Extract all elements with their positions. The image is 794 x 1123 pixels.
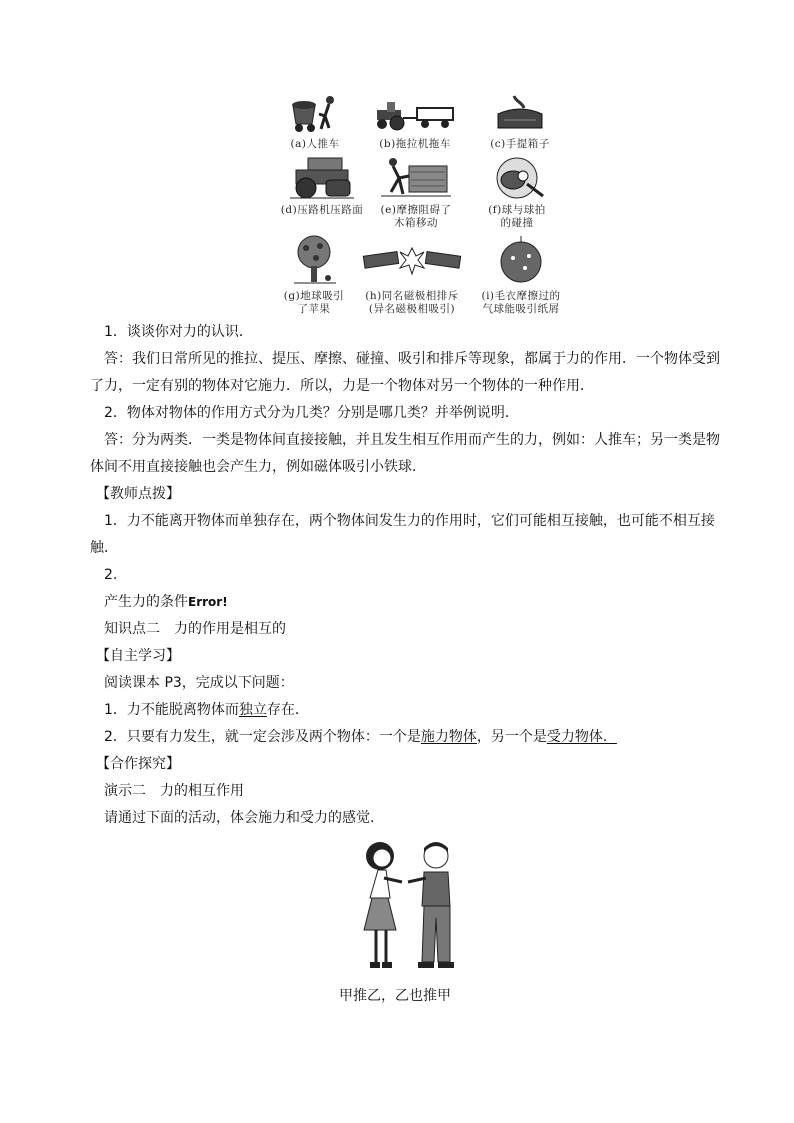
figure-caption: (d)压路机压路面: [280, 204, 364, 216]
hand-lifting-box-icon: [490, 92, 550, 134]
person-pushing-cart-icon: [285, 92, 345, 134]
force-condition-line: [104, 592, 228, 612]
self-study-item-1-text: 1．力不能脱离物体而: [104, 702, 239, 718]
error-marker: Error!: [188, 595, 228, 609]
figure-caption: (f)球与球拍 的碰撞: [488, 204, 546, 229]
figure-caption: (a)人推车: [290, 138, 340, 150]
children-pushing-illustration: [350, 838, 470, 978]
figure-a: [280, 92, 350, 151]
reading-instruction: 阅读课本 P3，完成以下问题：: [104, 675, 294, 691]
girl-figure: [364, 842, 402, 968]
boy-figure: [408, 842, 454, 968]
answer-1-line-2: 了力，一定有别的物体对它施力．所以，力是一个物体对另一个物体的一种作用．: [90, 378, 594, 394]
teacher-tips-heading: 【教师点拨】: [96, 486, 180, 502]
figure-caption: (g)地球吸引 了苹果: [283, 290, 345, 315]
road-roller-icon: [290, 154, 354, 200]
figure-h: [352, 234, 472, 316]
force-examples-figure: [272, 92, 562, 314]
cooperative-inquiry-heading: 【合作探究】: [96, 756, 180, 772]
answer-blank-force-exerter: 施力物体: [420, 729, 477, 745]
question-2: 2．物体对物体的作用方式分为几类？分别是哪几类？并举例说明．: [104, 405, 519, 421]
figure-f: [472, 154, 562, 230]
tip-2-number: 2.: [104, 567, 118, 583]
figure-caption: (e)摩擦阻碍了 木箱移动: [380, 204, 452, 229]
self-study-item-2: [104, 727, 617, 747]
figure-caption: (h)同名磁极相排斥 (异名磁极相吸引): [365, 290, 459, 315]
figure-i: [478, 234, 564, 316]
question-1: 1．谈谈你对力的认识．: [104, 324, 253, 340]
force-condition-label: 产生力的条件: [104, 594, 188, 610]
apple-tree-icon: [288, 234, 340, 286]
self-study-item-2-mid: ，另一个是: [476, 729, 547, 745]
figure-d: [272, 154, 372, 217]
demo-2-title: 演示二 力的相互作用: [104, 783, 244, 799]
answer-blank-independent: 独立: [238, 702, 267, 718]
self-study-item-1: [104, 700, 309, 720]
figure-caption: (i)毛衣摩擦过的 气球能吸引纸屑: [481, 290, 561, 315]
tractor-towing-trailer-icon: [373, 92, 457, 134]
self-study-item-1-end: 存在．: [266, 702, 309, 718]
figure-c: [482, 92, 558, 151]
answer-1-line-1: 答：我们日常所见的推拉、提压、摩擦、碰撞、吸引和排斥等现象，都属于力的作用．一个物体受到: [104, 351, 720, 367]
knowledge-point-2: 知识点二 力的作用是相互的: [104, 621, 286, 637]
illustration-caption: 甲推乙，乙也推甲: [339, 988, 451, 1004]
self-study-item-2-text: 2．只要有力发生，就一定会涉及两个物体：一个是: [104, 729, 421, 745]
figure-caption: (b)拖拉机拖车: [379, 138, 451, 150]
ball-hitting-racket-icon: [487, 154, 547, 200]
figure-g: [276, 234, 352, 316]
balloon-attracting-paper-icon: [495, 234, 547, 286]
magnets-repelling-icon: [360, 234, 464, 286]
person-pushing-crate-icon: [381, 154, 451, 200]
self-study-heading: 【自主学习】: [96, 648, 180, 664]
tip-1-line-2: 触．: [90, 540, 118, 556]
answer-2-line-1: 答：分为两类．一类是物体间直接接触，并且发生相互作用而产生的力，例如：人推车；另一类是物: [104, 432, 720, 448]
figure-e: [376, 154, 456, 230]
activity-instruction: 请通过下面的活动，体会施力和受力的感觉．: [104, 810, 384, 826]
figure-caption: (c)手提箱子: [490, 138, 550, 150]
figure-b: [360, 92, 470, 151]
answer-2-line-2: 体间不用直接接触也会产生力，例如磁体吸引小铁球．: [90, 459, 426, 475]
tip-1-line-1: 1．力不能离开物体而单独存在，两个物体间发生力的作用时，它们可能相互接触，也可能不相互接: [104, 513, 715, 529]
answer-blank-force-receiver: 受力物体．: [546, 729, 617, 745]
